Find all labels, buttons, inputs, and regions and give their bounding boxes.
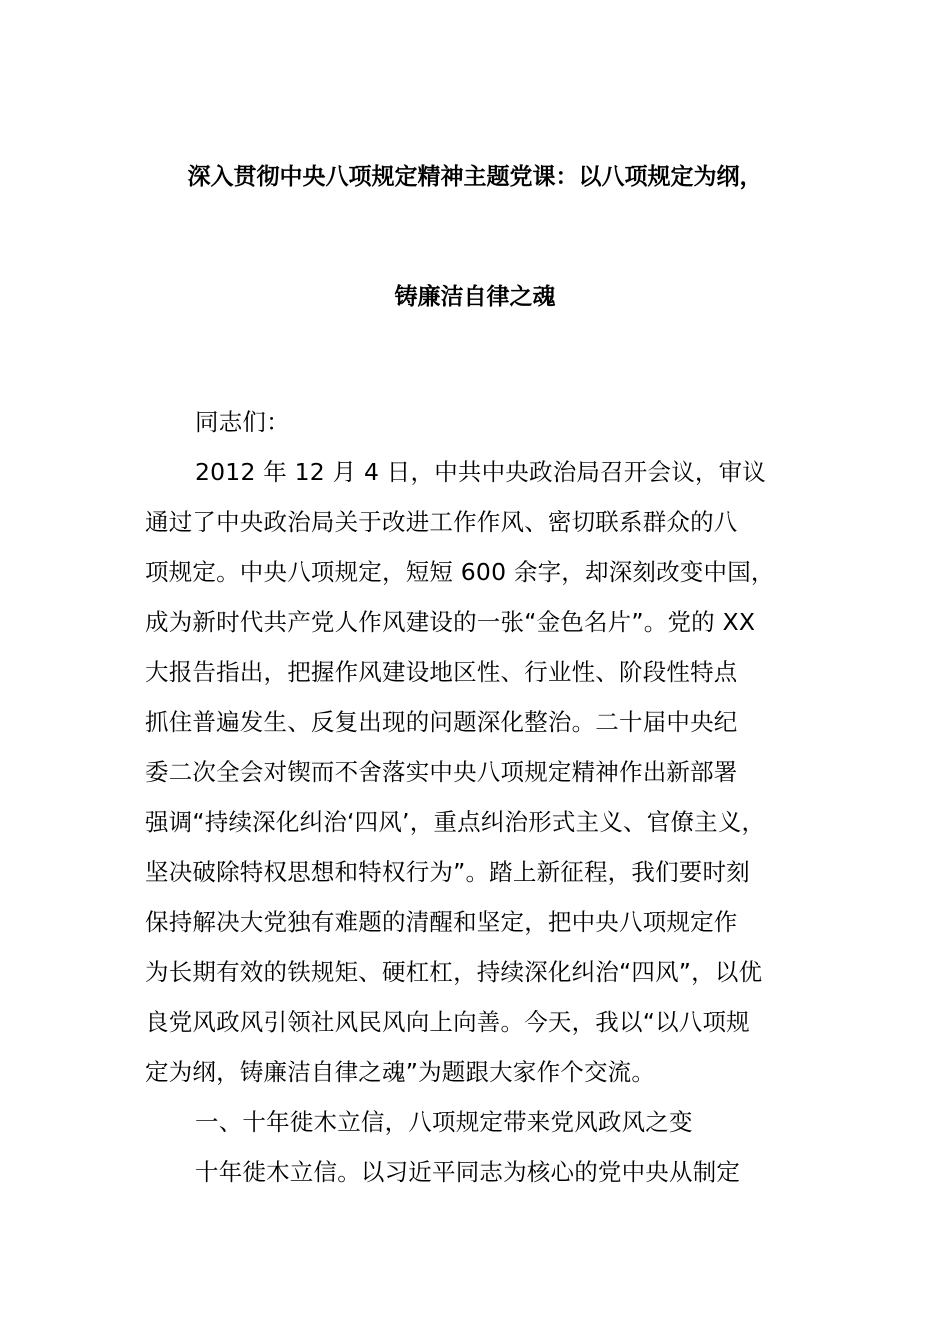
- paragraph-1-line: 2012 年 12 月 4 日，中共中央政治局召开会议，审议: [195, 458, 767, 486]
- paragraph-2-line: 十年徙木立信。以习近平同志为核心的党中央从制定: [195, 1158, 741, 1186]
- paragraph-1-line: 大报告指出，把握作风建设地区性、行业性、阶段性特点: [145, 658, 738, 686]
- paragraph-1-line: 委二次全会对锲而不舍落实中央八项规定精神作出新部署: [145, 758, 738, 786]
- paragraph-1-line: 为长期有效的铁规矩、硬杠杠，持续深化纠治“四风”，以优: [145, 958, 763, 986]
- paragraph-1-line: 定为纲，铸廉洁自律之魂”为题跟大家作个交流。: [145, 1058, 656, 1086]
- document-title-line-2: 铸廉洁自律之魂: [394, 284, 556, 310]
- paragraph-1-line: 通过了中央政治局关于改进工作作风、密切联系群众的八: [145, 508, 738, 536]
- paragraph-1-line: 坚决破除特权思想和特权行为”。踏上新征程，我们要时刻: [145, 858, 750, 886]
- paragraph-1-line: 良党风政风引领社风民风向上向善。今天，我以“以八项规: [145, 1008, 750, 1036]
- paragraph-1-line: 抓住普遍发生、反复出现的问题深化整治。二十届中央纪: [145, 708, 738, 736]
- salutation: 同志们：: [195, 408, 290, 436]
- paragraph-1-line: 保持解决大党独有难题的清醒和坚定，把中央八项规定作: [145, 908, 738, 936]
- section-heading: 一、十年徙木立信，八项规定带来党风政风之变: [195, 1108, 693, 1136]
- paragraph-1-line: 强调“持续深化纠治‘四风’，重点纠治形式主义、官僚主义，: [145, 808, 766, 836]
- paragraph-1-line: 项规定。中央八项规定，短短 600 余字，却深刻改变中国，: [145, 558, 775, 586]
- paragraph-1-line: 成为新时代共产党人作风建设的一张“金色名片”。党的 XX: [145, 608, 756, 636]
- document-title-line-1: 深入贯彻中央八项规定精神主题党课：以八项规定为纲，: [187, 164, 763, 190]
